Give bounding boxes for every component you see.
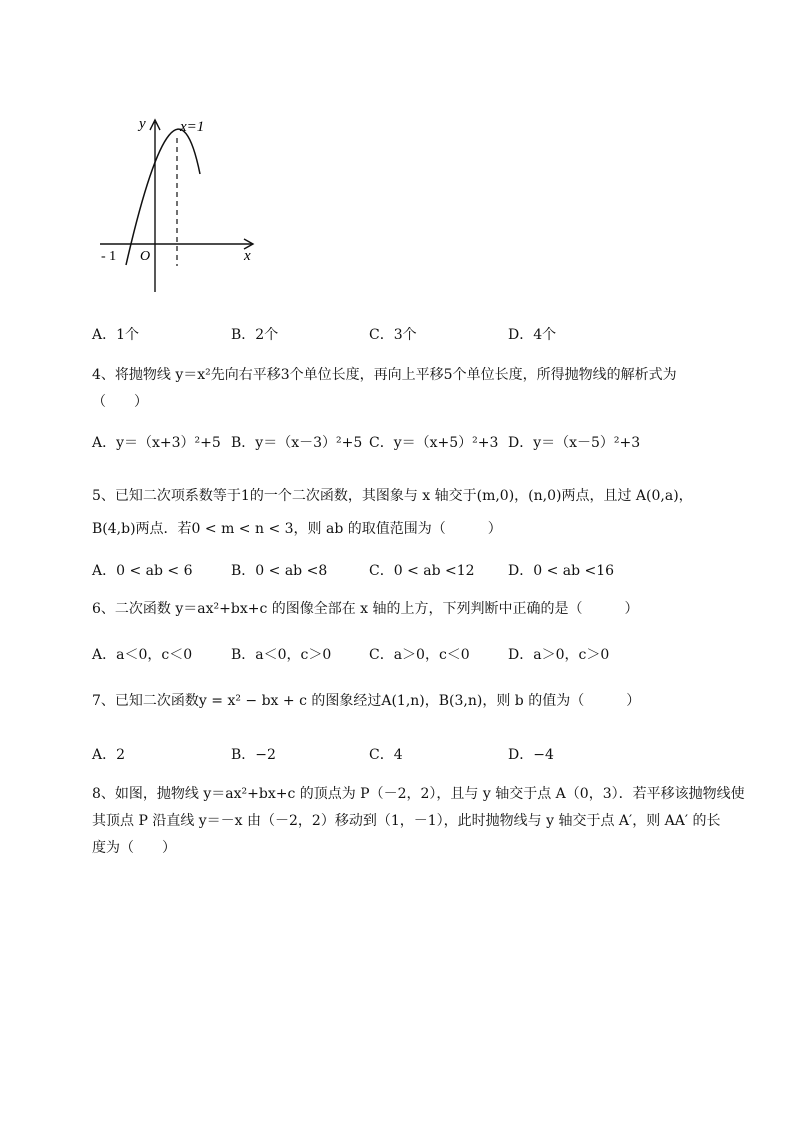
q6-line-1: 6、二次函数 y＝ax²+bx+c 的图像全部在 x 轴的上方，下列判断中正确的是（ ） [92, 601, 639, 617]
q6-option-c[interactable]: C．a＞0，c＜0 [369, 647, 470, 663]
q5-options [92, 560, 712, 580]
q4-line-1: 4、将抛物线 y＝x²先向右平移3个单位长度，再向上平移5个单位长度，所得抛物线的解析式为 [92, 367, 677, 383]
q3-option-c[interactable]: C．3个 [369, 327, 417, 343]
axis-line-label: x=1 [180, 119, 205, 135]
x-axis-label: x [244, 248, 251, 264]
q8-stem [92, 781, 745, 862]
parabola-graph [96, 108, 266, 298]
q5-stem [92, 480, 693, 546]
q3-option-d[interactable]: D．4个 [508, 327, 557, 343]
q8-line-3: 度为（ ） [92, 840, 176, 856]
q7-line-1: 7、已知二次函数y = x² − bx + c 的图象经过A(1,n)，B(3,n)，则 b 的值为（ ） [92, 693, 641, 709]
q7-stem [92, 688, 640, 715]
q6-options [92, 644, 712, 664]
neg-one-label: - 1 [101, 249, 117, 264]
q3-option-a[interactable]: A．1个 [92, 327, 140, 343]
q8-line-2: 其顶点 P 沿直线 y＝－x 由（－2，2）移动到（1，－1），此时抛物线与 y 轴交于点 A′，则 AA′ 的长 [92, 813, 721, 829]
q6-stem [92, 596, 639, 623]
q4-option-d[interactable]: D．y＝（x－5）²+3 [508, 435, 641, 451]
q3-options [92, 324, 712, 344]
q5-line-2: B(4,b)两点．若0 < m < n < 3，则 ab 的取值范围为（ ） [92, 521, 502, 537]
y-axis-label: y [139, 116, 146, 132]
q5-option-d[interactable]: D．0 < ab <16 [508, 563, 615, 579]
q3-option-b[interactable]: B．2个 [231, 327, 279, 343]
q4-option-b[interactable]: B．y＝（x－3）²+5 [231, 435, 363, 451]
q5-option-c[interactable]: C．0 < ab <12 [369, 563, 475, 579]
q4-stem [92, 362, 677, 416]
q5-option-b[interactable]: B．0 < ab <8 [231, 563, 328, 579]
q7-option-d[interactable]: D．−4 [508, 747, 554, 763]
q7-options [92, 744, 712, 764]
q5-line-1: 5、已知二次项系数等于1的一个二次函数，其图象与 x 轴交于(m,0)，(n,0)两点，且过 A(0,a)， [92, 488, 693, 504]
q7-option-a[interactable]: A．2 [92, 747, 126, 763]
q4-option-c[interactable]: C．y＝（x+5）²+3 [369, 435, 499, 451]
q4-options [92, 432, 712, 452]
q7-option-b[interactable]: B．−2 [231, 747, 276, 763]
q5-option-a[interactable]: A．0 < ab < 6 [92, 563, 193, 579]
q8-line-1: 8、如图，抛物线 y＝ax²+bx+c 的顶点为 P（－2，2），且与 y 轴交于点 A（0，3）．若平移该抛物线使 [92, 786, 745, 802]
q7-option-c[interactable]: C．4 [369, 747, 403, 763]
q6-option-d[interactable]: D．a＞0，c＞0 [508, 647, 610, 663]
q6-option-a[interactable]: A．a＜0，c＜0 [92, 647, 193, 663]
q6-option-b[interactable]: B．a＜0，c＞0 [231, 647, 332, 663]
origin-label: O [140, 249, 151, 264]
q4-line-2: （ ） [92, 394, 148, 410]
q4-option-a[interactable]: A．y＝（x+3）²+5 [92, 435, 221, 451]
